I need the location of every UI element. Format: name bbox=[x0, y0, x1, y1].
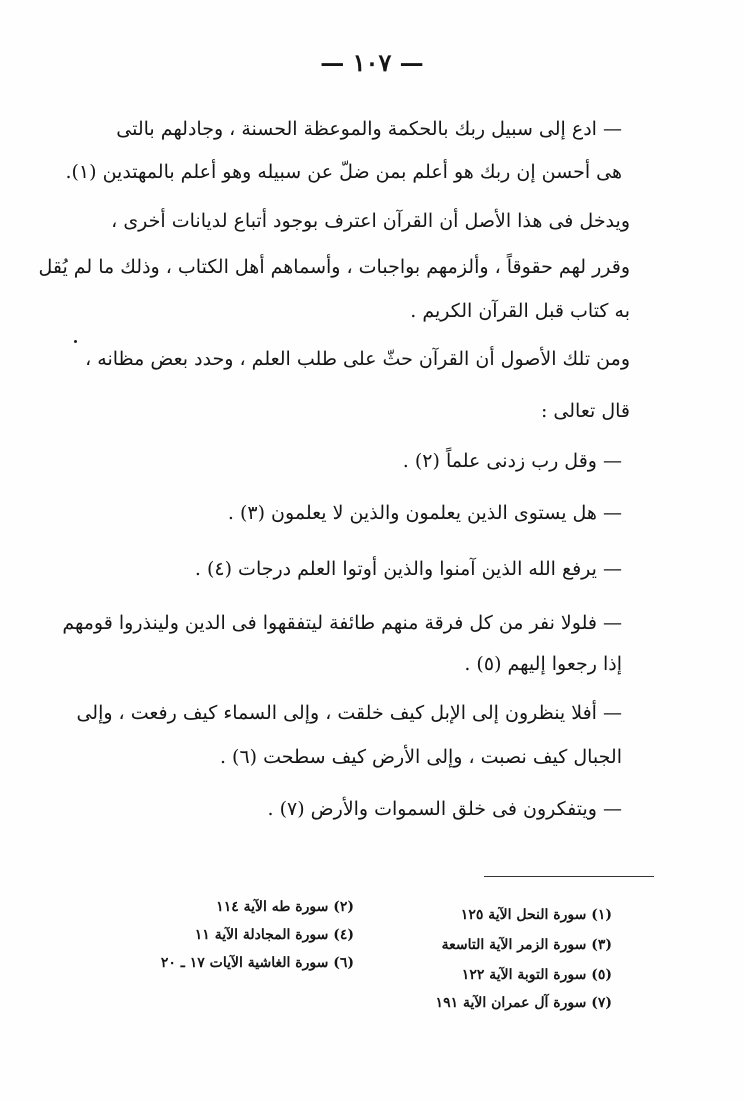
verse-line-10: — ويتفكرون فى خلق السموات والأرض (٧) . bbox=[267, 798, 622, 820]
footnote-1: (١) سورة النحل الآية ١٢٥ bbox=[460, 907, 612, 923]
verse-line-7: إذا رجعوا إليهم (٥) . bbox=[464, 653, 622, 675]
verse-line-6: — فلولا نفر من كل فرقة منهم طائفة ليتفقهوا فى الدين ولينذروا قومهم bbox=[62, 612, 622, 634]
verse-line-4: — هل يستوى الذين يعلمون والذين لا يعلمون (٣) . bbox=[227, 502, 622, 524]
page-number: — ١٠٧ — bbox=[320, 48, 424, 77]
footnote-4: (٤) سورة المجادلة الآية ١١ bbox=[194, 927, 354, 943]
verse-line-5: — يرفع الله الذين آمنوا والذين أوتوا العلم درجات (٤) . bbox=[194, 558, 622, 580]
footnote-2: (٢) سورة طه الآية ١١٤ bbox=[216, 899, 354, 915]
paragraph-2-line-2: قال تعالى : bbox=[540, 400, 630, 422]
verse-line-9: الجبال كيف نصبت ، وإلى الأرض كيف سطحت (٦) . bbox=[219, 746, 622, 768]
footnote-3: (٣) سورة الزمر الآية التاسعة bbox=[441, 937, 612, 953]
footnote-7: (٧) سورة آل عمران الآية ١٩١ bbox=[435, 995, 612, 1011]
paragraph-1-line-2: وقرر لهم حقوقاً ، وألزمهم بواجبات ، وأسماهم أهل الكتاب ، وذلك ما لم يُقل bbox=[38, 256, 630, 278]
paragraph-1-line-3: به كتاب قبل القرآن الكريم . bbox=[410, 300, 630, 322]
footnote-divider bbox=[484, 876, 654, 877]
paragraph-2-line-1: ومن تلك الأصول أن القرآن حثّ على طلب العلم ، وحدد بعض مظانه ، bbox=[85, 348, 630, 370]
footnote-5: (٥) سورة التوبة الآية ١٢٢ bbox=[461, 967, 612, 983]
paragraph-1-line-1: ويدخل فى هذا الأصل أن القرآن اعترف بوجود أتباع لديانات أخرى ، bbox=[111, 210, 630, 232]
verse-line-2: هى أحسن إن ربك هو أعلم بمن ضلّ عن سبيله وهو أعلم بالمهتدين (١). bbox=[65, 161, 622, 183]
verse-line-3: — وقل رب زدنى علماً (٢) . bbox=[402, 450, 622, 472]
verse-line-8: — أفلا ينظرون إلى الإبل كيف خلقت ، وإلى السماء كيف رفعت ، وإلى bbox=[76, 702, 622, 724]
stray-mark bbox=[74, 340, 77, 343]
verse-line-1: — ادع إلى سبيل ربك بالحكمة والموعظة الحسنة ، وجادلهم بالتى bbox=[116, 118, 622, 140]
footnote-6: (٦) سورة الغاشية الآيات ١٧ ـ ٢٠ bbox=[160, 955, 354, 971]
